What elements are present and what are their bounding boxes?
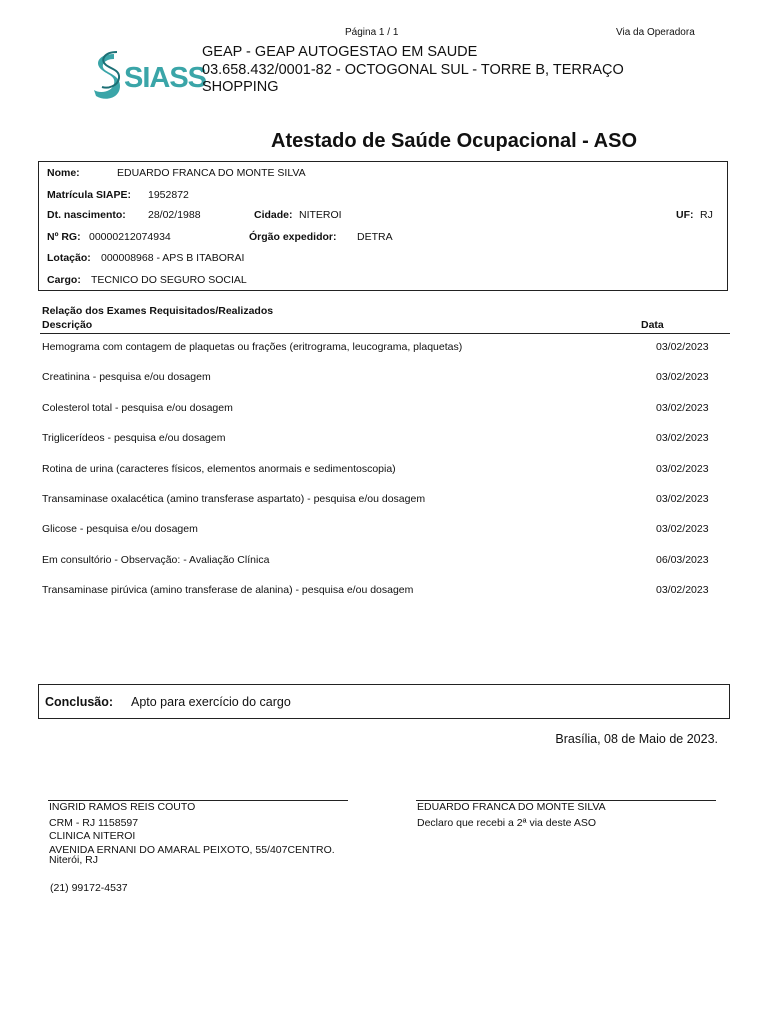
table-row [40, 549, 730, 579]
patient-name: EDUARDO FRANCA DO MONTE SILVA [117, 167, 306, 179]
uf-value: RJ [700, 209, 713, 221]
doctor-signature-block [49, 801, 335, 868]
table-row [40, 336, 730, 366]
location-label-text: Lotação: [47, 252, 91, 264]
col-description: Descrição [42, 319, 93, 331]
city-label-text: Cidade: [254, 209, 293, 221]
issuer-value: DETRA [357, 231, 393, 243]
conclusion-box [38, 684, 730, 719]
conclusion-label: Conclusão: [45, 695, 114, 709]
siass-logo [92, 50, 207, 102]
table-row [40, 427, 730, 457]
clinic-address: AVENIDA ERNANI DO AMARAL PEIXOTO, 55/407CENTRO. [49, 843, 335, 856]
exam-date: 03/02/2023 [656, 492, 709, 505]
table-row [40, 488, 730, 518]
rg-value: 00000212074934 [89, 231, 171, 243]
birth-label [47, 209, 126, 221]
location-value: 000008968 - APS B ITABORAI [101, 252, 245, 264]
exam-date: 06/03/2023 [656, 553, 709, 566]
org-address-cont: SHOPPING [202, 79, 279, 95]
exam-date: 03/02/2023 [656, 462, 709, 475]
siape-value: 1952872 [148, 189, 189, 201]
exam-description: Triglicerídeos - pesquisa e/ou dosagem [42, 432, 226, 445]
org-name: GEAP - GEAP AUTOGESTAO EM SAUDE [202, 44, 478, 60]
clinic-city: Niterói, RJ [49, 854, 99, 866]
exam-description: Hemograma com contagem de plaquetas ou frações (eritrograma, leucograma, plaquetas) [42, 341, 463, 353]
issuer-label [249, 231, 337, 243]
uf-label-text: UF: [676, 209, 694, 221]
exam-description: Em consultório - Observação: - Avaliação Clínica [42, 553, 270, 566]
exam-date: 03/02/2023 [656, 401, 709, 414]
patient-info-box [38, 161, 728, 291]
exams-table-header [40, 319, 730, 334]
table-row [40, 397, 730, 427]
birth-label-text: Dt. nascimento: [47, 209, 126, 221]
col-date: Data [641, 319, 664, 331]
conclusion-value: Apto para exercício do cargo [131, 695, 291, 709]
logo-text: SIASS [124, 62, 207, 94]
uf-label [676, 209, 694, 221]
city-label [254, 209, 293, 221]
employee-name: EDUARDO FRANCA DO MONTE SILVA [417, 801, 606, 813]
exam-description: Creatinina - pesquisa e/ou dosagem [42, 371, 211, 384]
org-address: 03.658.432/0001-82 - OCTOGONAL SUL - TORRE B, TERRAÇO [202, 61, 624, 78]
doctor-name: INGRID RAMOS REIS COUTO [49, 801, 196, 813]
table-row [40, 579, 730, 609]
exam-description: Glicose - pesquisa e/ou dosagem [42, 523, 198, 536]
siass-logo-icon [92, 50, 207, 102]
exam-date: 03/02/2023 [656, 584, 709, 597]
role-label-text: Cargo: [47, 274, 81, 286]
clinic-phone: (21) 99172-4537 [50, 882, 128, 894]
role-label [47, 274, 81, 286]
doctor-crm: CRM - RJ 1158597 [49, 816, 139, 829]
siape-label-text: Matrícula SIAPE: [47, 189, 132, 201]
page-number: Página 1 / 1 [345, 27, 399, 38]
organization-info [202, 44, 722, 97]
siape-label [47, 189, 131, 201]
rg-label-text: Nº RG: [47, 231, 81, 243]
exam-description: Colesterol total - pesquisa e/ou dosagem [42, 401, 233, 414]
location-label [47, 252, 91, 264]
clinic-name: CLINICA NITEROI [49, 830, 136, 842]
exam-date: 03/02/2023 [656, 371, 709, 384]
exams-table [40, 336, 730, 610]
exam-description: Transaminase oxalacética (amino transferase aspartato) - pesquisa e/ou dosagem [42, 492, 426, 505]
table-row [40, 518, 730, 548]
city-value: NITEROI [299, 209, 342, 221]
employee-signature-block [417, 801, 606, 830]
exam-date: 03/02/2023 [656, 432, 709, 445]
table-row [40, 458, 730, 488]
rg-label [47, 231, 81, 243]
patient-name-label: Nome: [47, 167, 80, 179]
exams-section-title: Relação dos Exames Requisitados/Realizados [42, 305, 274, 317]
place-and-date: Brasília, 08 de Maio de 2023. [555, 732, 718, 746]
table-row [40, 366, 730, 396]
receipt-declaration: Declaro que recebi a 2ª via deste ASO [417, 816, 596, 829]
exam-date: 03/02/2023 [656, 341, 709, 353]
exam-description: Transaminase pirúvica (amino transferase de alanina) - pesquisa e/ou dosagem [42, 584, 414, 597]
copy-label: Via da Operadora [616, 27, 695, 38]
issuer-label-text: Órgão expedidor: [249, 231, 337, 243]
document-title: Atestado de Saúde Ocupacional - ASO [271, 130, 637, 152]
patient-name-row [47, 167, 80, 179]
birth-value: 28/02/1988 [148, 209, 201, 221]
exam-description: Rotina de urina (caracteres físicos, elementos anormais e sedimentoscopia) [42, 462, 396, 475]
exam-date: 03/02/2023 [656, 523, 709, 536]
role-value: TECNICO DO SEGURO SOCIAL [91, 274, 247, 286]
